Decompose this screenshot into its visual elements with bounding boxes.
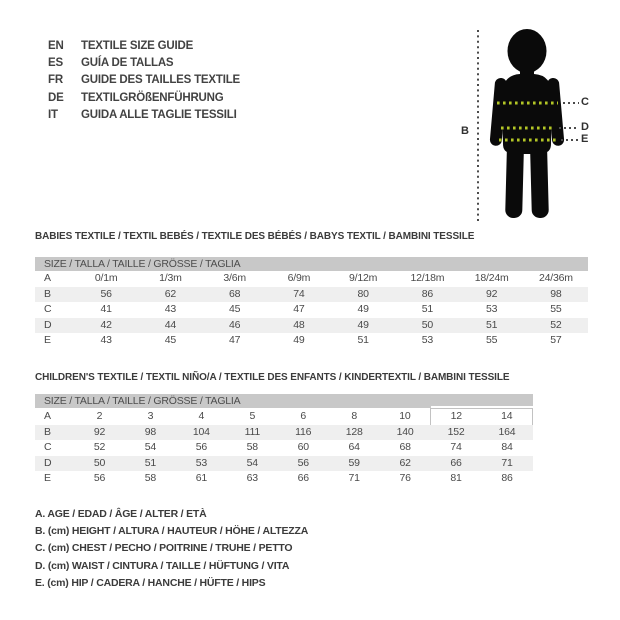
lang-code: EN [48, 40, 64, 52]
child-silhouette-icon [455, 12, 620, 230]
lang-row-fr [48, 72, 240, 89]
value-cell: 164 [498, 425, 516, 438]
lang-row-en [48, 38, 240, 55]
value-cell: 61 [195, 472, 207, 484]
lang-code: ES [48, 57, 63, 70]
value-cell: 56 [297, 456, 309, 469]
value-cell: 92 [485, 287, 498, 300]
value-cell: 56 [93, 472, 106, 484]
value-cell: 81 [450, 472, 462, 484]
value-cell: 43 [100, 334, 112, 346]
silhouette-right-leg [530, 140, 549, 218]
value-cell: 55 [550, 303, 562, 315]
table-row [35, 471, 533, 487]
table-row [35, 440, 533, 456]
value-cell: 24/36m [538, 272, 573, 284]
lang-code: FR [48, 74, 63, 87]
guide-title-en: TEXTILE SIZE GUIDE [81, 40, 194, 52]
value-cell: 6/9m [287, 272, 311, 284]
row-label-cell: B [44, 425, 51, 438]
guide-title-fr: GUIDE DES TAILLES TEXTILE [81, 74, 240, 87]
value-cell: 0/1m [94, 272, 118, 284]
value-cell: 152 [447, 425, 465, 438]
value-cell: 74 [450, 441, 462, 453]
value-cell: 10 [399, 409, 411, 422]
value-cell: 56 [195, 441, 207, 453]
value-cell: 59 [348, 456, 360, 469]
lang-row-de [48, 90, 240, 107]
value-cell: 45 [164, 334, 177, 346]
lang-row-es [48, 55, 240, 72]
value-cell: 12 [431, 409, 482, 425]
table-row [35, 425, 533, 441]
value-cell: 53 [421, 334, 434, 346]
row-label-cell: E [44, 334, 51, 346]
value-cell: 51 [421, 303, 434, 315]
value-cell: 54 [246, 456, 258, 469]
value-cell: 50 [421, 318, 434, 331]
table-row [35, 333, 588, 349]
value-cell: 43 [164, 303, 177, 315]
value-cell: 49 [357, 318, 369, 331]
value-cell: 66 [450, 456, 462, 469]
row-label-cell: A [44, 272, 51, 284]
value-cell: 68 [399, 441, 411, 453]
value-cell: 53 [195, 456, 207, 469]
value-cell: 56 [100, 287, 112, 300]
value-cell: 1/3m [159, 272, 182, 284]
value-cell: 48 [293, 318, 305, 331]
table-row [35, 287, 588, 303]
children-size-header-bar: SIZE / TALLA / TAILLE / GRÖSSE / TAGLIA [35, 394, 533, 408]
value-cell: 12/18m [410, 272, 445, 284]
value-cell: 46 [228, 318, 241, 331]
value-cell: 71 [348, 472, 360, 484]
children-section-heading: CHILDREN'S TEXTILE / TEXTIL NIÑO/A / TEXTILE DES ENFANTS / KINDERTEXTIL / BAMBINI TESSILE [35, 372, 510, 383]
value-cell: 64 [348, 441, 360, 453]
value-cell: 44 [164, 318, 177, 331]
row-label-cell: E [44, 472, 51, 484]
guide-title-it: GUIDA ALLE TAGLIE TESSILI [81, 108, 237, 121]
value-cell: 4 [198, 409, 205, 422]
figure-label-chest: C [581, 96, 589, 108]
value-cell: 53 [485, 303, 498, 315]
value-cell: 52 [93, 441, 106, 453]
value-cell: 84 [501, 441, 513, 453]
row-label-cell: D [44, 318, 52, 331]
value-cell: 66 [297, 472, 309, 484]
value-cell: 8 [351, 409, 357, 422]
table-row [35, 318, 588, 334]
lang-code: DE [48, 91, 64, 104]
babies-size-header-bar: SIZE / TALLA / TAILLE / GRÖSSE / TAGLIA [35, 257, 588, 271]
figure-label-height: B [461, 125, 469, 137]
silhouette-left-leg [505, 140, 524, 218]
value-cell: 49 [293, 334, 305, 346]
value-cell: 47 [293, 303, 305, 315]
lang-row-it [48, 107, 240, 124]
guide-title-de: TEXTILGRÖßENFÜHRUNG [81, 91, 224, 104]
legend-age: A. AGE / EDAD / ÂGE / ALTER / ETÀ [35, 508, 207, 520]
value-cell: 51 [357, 334, 369, 346]
babies-table [35, 257, 588, 349]
value-cell: 140 [396, 425, 414, 438]
row-label-cell: A [44, 409, 51, 422]
legend-hip: E. (cm) HIP / CADERA / HANCHE / HÜFTE / HIPS [35, 576, 266, 589]
value-cell: 86 [501, 472, 513, 484]
value-cell: 55 [485, 334, 498, 346]
row-label-cell: D [44, 456, 52, 469]
value-cell: 52 [550, 318, 562, 331]
children-table [35, 394, 533, 487]
value-cell: 68 [228, 287, 241, 300]
measurement-figure [455, 12, 620, 230]
value-cell: 51 [485, 318, 498, 331]
value-cell: 45 [228, 303, 241, 315]
lang-code: IT [48, 108, 58, 121]
measurement-legend [35, 506, 308, 592]
children-size-table [35, 408, 533, 487]
value-cell: 71 [501, 456, 513, 469]
value-cell: 76 [399, 472, 411, 484]
value-cell: 3 [147, 409, 154, 422]
value-cell: 116 [295, 425, 312, 438]
value-cell: 62 [164, 287, 177, 300]
value-cell: 54 [144, 441, 157, 453]
row-label-cell: C [44, 303, 52, 315]
value-cell: 18/24m [474, 272, 509, 284]
value-cell: 57 [550, 334, 562, 346]
value-cell: 128 [345, 425, 363, 438]
value-cell: 60 [297, 441, 309, 453]
table-row [35, 409, 533, 425]
value-cell: 2 [96, 409, 103, 422]
value-cell: 104 [192, 425, 210, 438]
value-cell: 74 [293, 287, 305, 300]
table-row [35, 302, 588, 318]
value-cell: 98 [144, 425, 157, 438]
table-row [35, 271, 588, 287]
table-row [35, 456, 533, 472]
value-cell: 98 [550, 287, 562, 300]
figure-label-waist: D [581, 121, 589, 133]
value-cell: 47 [228, 334, 241, 346]
value-cell: 111 [244, 425, 260, 438]
value-cell: 6 [300, 409, 307, 422]
value-cell: 80 [357, 287, 369, 300]
legend-height: B. (cm) HEIGHT / ALTURA / HAUTEUR / HÖHE / ALTEZZA [35, 525, 309, 538]
legend-waist: D. (cm) WAIST / CINTURA / TAILLE / HÜFTUNG / VITA [35, 559, 290, 572]
value-cell: 58 [246, 441, 258, 453]
babies-section-heading: BABIES TEXTILE / TEXTIL BEBÉS / TEXTILE DES BÉBÉS / BABYS TEXTIL / BAMBINI TESSILE [35, 231, 475, 242]
value-cell: 49 [357, 303, 369, 315]
legend-chest: C. (cm) CHEST / PECHO / POITRINE / TRUHE / PETTO [35, 542, 293, 555]
value-cell: 63 [246, 472, 258, 484]
value-cell: 3/6m [223, 272, 246, 284]
value-cell: 62 [399, 456, 411, 469]
value-cell: 50 [93, 456, 106, 469]
value-cell: 86 [421, 287, 434, 300]
language-title-list [48, 38, 240, 124]
row-label-cell: B [44, 287, 51, 300]
value-cell: 42 [100, 318, 112, 331]
value-cell: 9/12m [349, 272, 378, 284]
figure-label-hip: E [581, 133, 589, 145]
value-cell: 58 [144, 472, 157, 484]
babies-size-table [35, 271, 588, 349]
value-cell: 51 [144, 456, 157, 469]
value-cell: 41 [100, 303, 112, 315]
value-cell: 5 [249, 409, 256, 422]
value-cell: 14 [482, 409, 533, 425]
row-label-cell: C [44, 441, 52, 453]
value-cell: 92 [93, 425, 106, 438]
guide-title-es: GUÍA DE TALLAS [81, 57, 174, 70]
